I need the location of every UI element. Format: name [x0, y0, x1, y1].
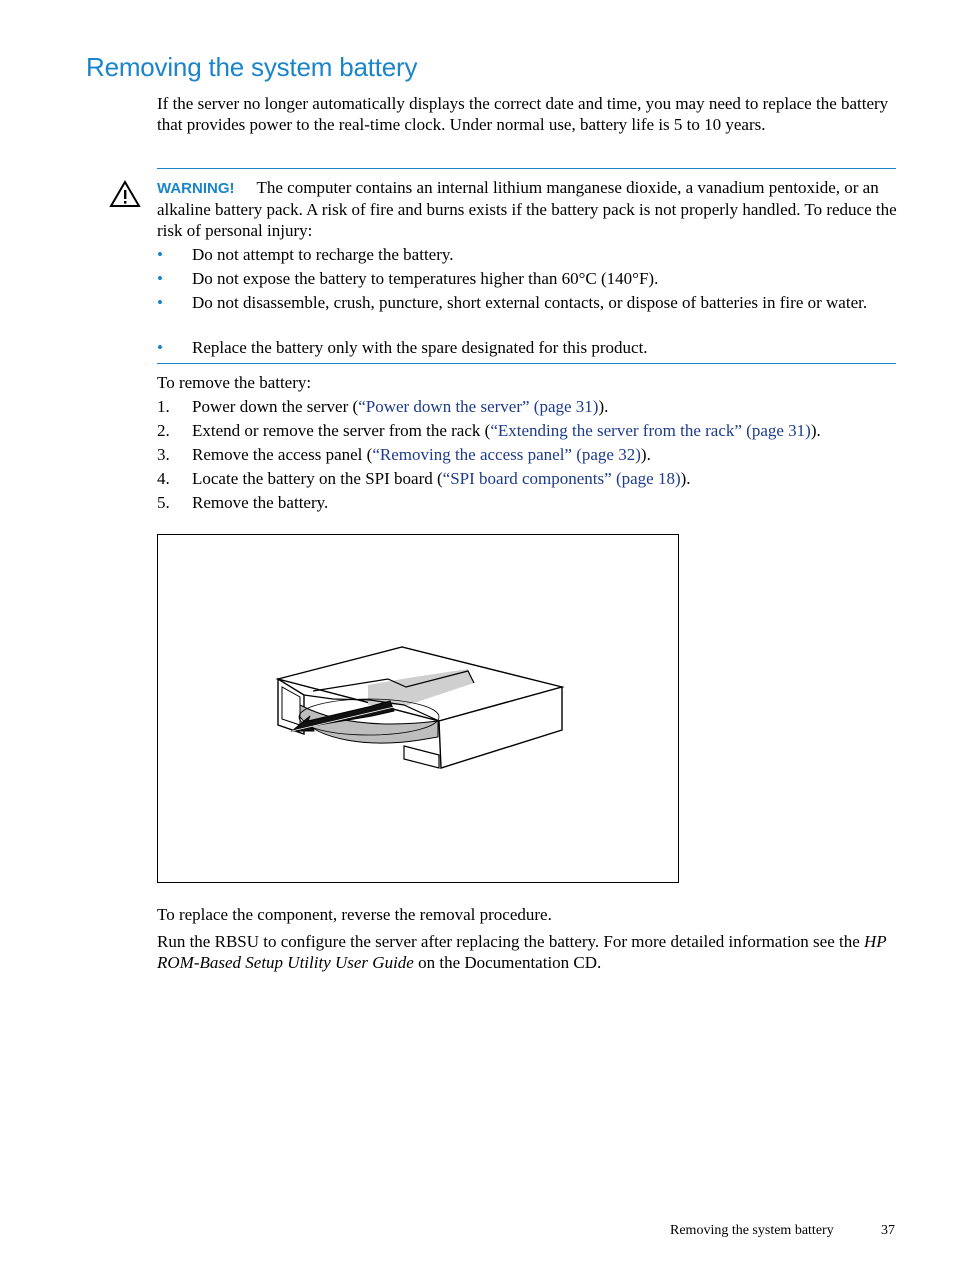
step-number: 1.	[157, 397, 170, 416]
guide-title: HP ROM-Based Setup Utility User Guide	[157, 932, 887, 972]
step-link[interactable]: “Extending the server from the rack” (page 31)	[490, 421, 811, 440]
warning-bullet: • Do not expose the battery to temperatures higher than 60°C (140°F).	[157, 269, 659, 288]
warning-bullet: • Do not disassemble, crush, puncture, short external contacts, or dispose of batteries in fire or water.	[157, 293, 868, 312]
bullet-dot-icon: •	[157, 293, 163, 312]
rbsu-paragraph: Run the RBSU to configure the server after replacing the battery. For more detailed information see the HP ROM-Based Setup Utility User Guide on the Documentation CD.	[157, 932, 887, 972]
warning-top-rule	[157, 168, 896, 169]
step-number: 4.	[157, 469, 170, 488]
step-item: 3. Remove the access panel (“Removing the access panel” (page 32)).	[157, 445, 651, 464]
steps-intro: To remove the battery:	[157, 373, 312, 392]
warning-text: The computer contains an internal lithium manganese dioxide, a vanadium pentoxide, or an alkaline battery pack. A risk of fire and burns exists if the battery pack is not properly handled. To reduce the risk of personal injury:	[157, 178, 897, 240]
bullet-dot-icon: •	[157, 245, 163, 264]
warning-bottom-rule	[157, 363, 896, 364]
warning-label: WARNING!	[157, 180, 235, 197]
replace-paragraph: To replace the component, reverse the removal procedure.	[157, 905, 552, 924]
step-item: 2. Extend or remove the server from the rack (“Extending the server from the rack” (page 31)).	[157, 421, 821, 440]
page-title: Removing the system battery	[86, 52, 418, 82]
footer-page-number: 37	[881, 1223, 895, 1238]
bullet-dot-icon: •	[157, 338, 163, 357]
step-number: 2.	[157, 421, 170, 440]
step-number: 3.	[157, 445, 170, 464]
step-link[interactable]: “Removing the access panel” (page 32)	[372, 445, 641, 464]
footer-section-title: Removing the system battery	[670, 1223, 834, 1238]
warning-bullet: • Replace the battery only with the spare designated for this product.	[157, 338, 648, 357]
warning-bullet: • Do not attempt to recharge the battery.	[157, 245, 454, 264]
step-item: 4. Locate the battery on the SPI board (“SPI board components” (page 18)).	[157, 469, 691, 488]
intro-paragraph: If the server no longer automatically displays the correct date and time, you may need to replace the battery that provides power to the real-time clock. Under normal use, battery life is 5 to 10 years.	[157, 94, 889, 134]
warning-paragraph	[157, 177, 899, 241]
warning-icon	[109, 180, 141, 208]
battery-holder-illustration	[158, 535, 678, 882]
bullet-dot-icon: •	[157, 269, 163, 288]
step-link[interactable]: “Power down the server” (page 31)	[358, 397, 599, 416]
battery-removal-figure	[157, 534, 679, 883]
step-item: 5. Remove the battery.	[157, 493, 329, 512]
step-number: 5.	[157, 493, 170, 512]
step-link[interactable]: “SPI board components” (page 18)	[442, 469, 681, 488]
step-item: 1. Power down the server (“Power down the server” (page 31)).	[157, 397, 609, 416]
